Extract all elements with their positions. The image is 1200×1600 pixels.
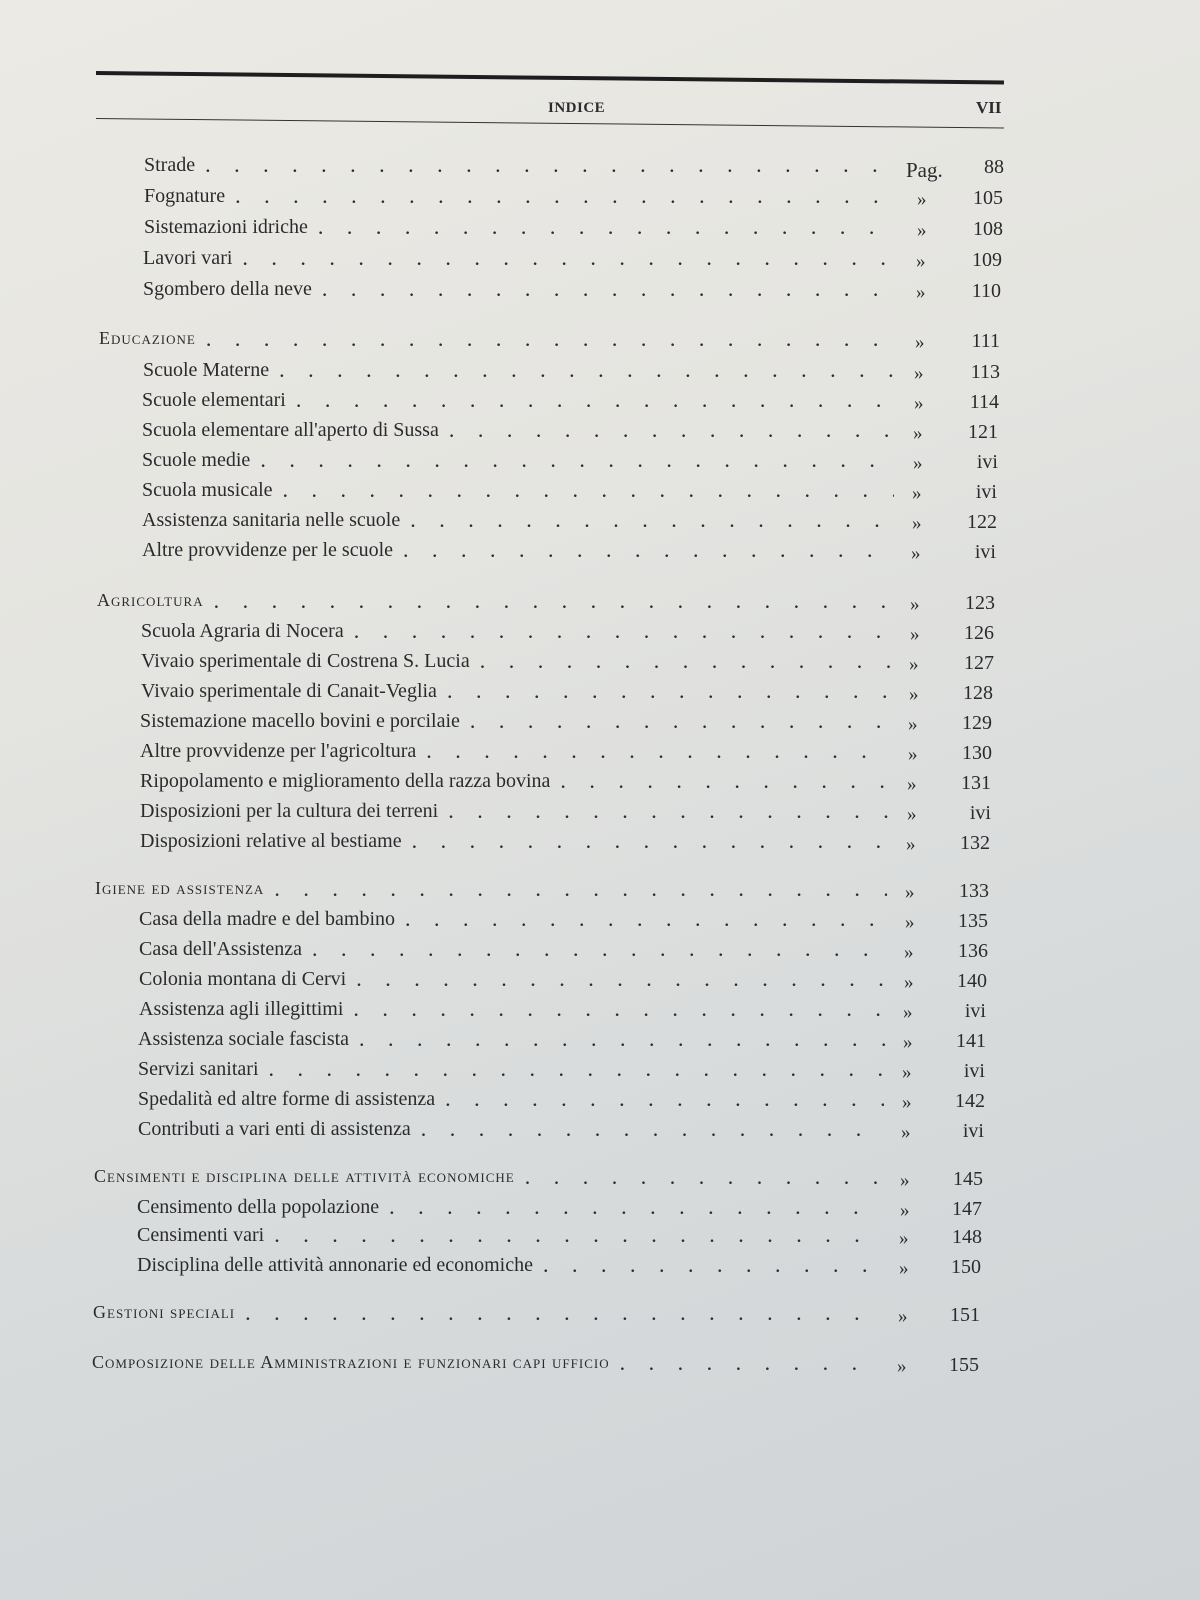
ditto-mark: »: [905, 912, 915, 933]
leader-dots: [405, 906, 887, 936]
toc-section-row: [0, 876, 1200, 906]
toc-entry-label: Colonia montana di Cervi: [139, 968, 347, 990]
leader-dots: [245, 1300, 880, 1330]
leader-dots: [426, 738, 890, 768]
toc-page-number: ivi: [969, 802, 991, 824]
leader-dots: [242, 245, 898, 275]
toc-page-number: 127: [964, 652, 994, 674]
toc-entry-row: [0, 966, 1200, 996]
toc-entry-label: Assistenza sanitaria nelle scuole: [142, 509, 401, 531]
toc-entry-label: Altre provvidenze per le scuole: [142, 539, 394, 561]
ditto-mark: »: [897, 1356, 907, 1377]
toc-entry-row: [0, 447, 1200, 477]
ditto-mark: »: [909, 654, 919, 675]
toc-section-label: Educazione: [99, 328, 196, 348]
toc-section-label: Composizione delle Amministrazioni e funzionari capi ufficio: [92, 1352, 610, 1372]
toc-entry-label: Sgombero della neve: [143, 278, 312, 300]
toc-entry-label: Vivaio sperimentale di Costrena S. Lucia: [141, 650, 470, 672]
leader-dots: [403, 537, 893, 567]
leader-dots: [353, 996, 885, 1026]
toc-section-label: Agricoltura: [97, 590, 204, 610]
ditto-mark: »: [904, 942, 914, 963]
toc-entry-row: [0, 1222, 1200, 1252]
toc-entry-row: [0, 1252, 1200, 1282]
ditto-mark: »: [912, 513, 922, 534]
toc-entry-label: Casa della madre e del bambino: [139, 908, 396, 930]
toc-page-number: 130: [962, 742, 992, 764]
toc-entry-row: [0, 1194, 1200, 1224]
toc-entry-row: [0, 357, 1200, 387]
leader-dots: [312, 936, 886, 966]
toc-page-number: 133: [959, 880, 989, 902]
toc-page-number: 126: [964, 622, 994, 644]
toc-page-number: ivi: [974, 541, 996, 563]
toc-section-row: [0, 1164, 1200, 1194]
toc-page-number: 142: [955, 1090, 985, 1112]
toc-page-number: 136: [958, 940, 988, 962]
toc-entry-row: [0, 1056, 1200, 1086]
leader-dots: [214, 588, 892, 618]
toc-entry-row: [0, 798, 1200, 828]
toc-entry-row: [0, 678, 1200, 708]
ditto-mark: »: [909, 684, 919, 705]
ditto-mark: »: [899, 1258, 909, 1279]
leader-dots: [448, 798, 889, 828]
toc-entry-row: [0, 708, 1200, 738]
toc-entry-row: [0, 618, 1200, 648]
ditto-mark: »: [916, 282, 926, 303]
toc-entry-label: Lavori vari: [143, 247, 233, 269]
toc-page-number: 105: [973, 187, 1003, 209]
leader-dots: [525, 1164, 882, 1194]
toc-entry-row: [0, 768, 1200, 798]
toc-entry-label: Servizi sanitari: [138, 1058, 259, 1080]
toc-entry-label: Censimenti vari: [137, 1224, 265, 1246]
leader-dots: [389, 1194, 882, 1224]
leader-dots: [421, 1116, 883, 1146]
leader-dots: [269, 1056, 884, 1086]
toc-section-label: Censimenti e disciplina delle attività economiche: [94, 1166, 515, 1186]
header-rule-thin: [96, 118, 1004, 129]
toc-page-number: 140: [957, 970, 987, 992]
toc-page-number: 155: [949, 1354, 979, 1376]
ditto-mark: »: [898, 1306, 908, 1327]
toc-page-number: 121: [968, 421, 998, 443]
toc-entry-row: [0, 738, 1200, 768]
leader-dots: [274, 1222, 881, 1252]
toc-page-number: 122: [967, 511, 997, 533]
toc-entry-row: [0, 1116, 1200, 1146]
toc-section-label: Gestioni speciali: [93, 1302, 236, 1322]
toc-entry-label: Casa dell'Assistenza: [139, 938, 303, 960]
toc-page-number: 129: [962, 712, 992, 734]
toc-entry-row: [0, 936, 1200, 966]
leader-dots: [447, 678, 891, 708]
ditto-mark: »: [914, 393, 924, 414]
toc-section-row: [0, 326, 1200, 356]
ditto-mark: »: [913, 453, 923, 474]
leader-dots: [560, 768, 889, 798]
toc-section-row: [0, 1350, 1200, 1380]
toc-entry-row: [0, 477, 1200, 507]
leader-dots: [412, 828, 888, 858]
toc-entry-row: [0, 906, 1200, 936]
toc-entry-label: Scuole elementari: [142, 389, 286, 411]
leader-dots: [410, 507, 894, 537]
toc-entry-row: [0, 417, 1200, 447]
toc-entry-label: Contributi a vari enti di assistenza: [138, 1118, 411, 1140]
header-page-number: VII: [976, 98, 1002, 117]
toc-page-number: 151: [950, 1304, 980, 1326]
toc-entry-label: Vivaio sperimentale di Canait-Veglia: [141, 680, 437, 702]
toc-section-row: [0, 588, 1200, 618]
toc-entry-row: [0, 648, 1200, 678]
toc-page-number: 131: [961, 772, 991, 794]
ditto-mark: »: [908, 714, 918, 735]
toc-entry-row: [0, 183, 1200, 213]
toc-page-number: 109: [972, 249, 1002, 271]
toc-page-number: 150: [951, 1256, 981, 1278]
toc-entry-label: Scuole medie: [142, 449, 251, 471]
ditto-mark: »: [912, 483, 922, 504]
toc-page-number: 114: [969, 391, 999, 413]
toc-section-row: [0, 1300, 1200, 1330]
toc-page-number: 108: [973, 218, 1003, 240]
leader-dots: [283, 477, 894, 507]
toc-entry-label: Disposizioni per la cultura dei terreni: [140, 800, 439, 822]
toc-entry-row: [0, 1086, 1200, 1116]
leader-dots: [322, 276, 898, 306]
leader-dots: [260, 447, 895, 477]
toc-entry-label: Strade: [144, 154, 196, 176]
leader-dots: [359, 1026, 885, 1056]
toc-entry-row: [0, 1026, 1200, 1056]
toc-entry-row: [0, 245, 1200, 275]
toc-entry-row: [0, 152, 1200, 182]
leader-dots: [445, 1086, 884, 1116]
leader-dots: [296, 387, 896, 417]
toc-entry-row: [0, 537, 1200, 567]
leader-dots: [620, 1350, 879, 1380]
ditto-mark: »: [900, 1200, 910, 1221]
leader-dots: [206, 326, 897, 356]
toc-entry-label: Altre provvidenze per l'agricoltura: [140, 740, 417, 762]
header-rule-thick: [96, 71, 1004, 85]
leader-dots: [318, 214, 899, 244]
page-prefix-label: Pag.: [906, 158, 943, 182]
toc-entry-label: Scuola elementare all'aperto di Sussa: [142, 419, 439, 441]
toc-entry-label: Disciplina delle attività annonarie ed economiche: [137, 1254, 533, 1276]
leader-dots: [480, 648, 891, 678]
leader-dots: [235, 183, 899, 213]
toc-entry-label: Scuola Agraria di Nocera: [141, 620, 344, 642]
toc-entry-row: [0, 507, 1200, 537]
leader-dots: [354, 618, 892, 648]
ditto-mark: »: [917, 220, 927, 241]
toc-page-number: ivi: [976, 451, 998, 473]
toc-page-number: 148: [952, 1226, 982, 1248]
ditto-mark: »: [899, 1228, 909, 1249]
toc-entry-label: Spedalità ed altre forme di assistenza: [138, 1088, 436, 1110]
ditto-mark: »: [907, 804, 917, 825]
ditto-mark: »: [906, 834, 916, 855]
toc-entry-row: [0, 276, 1200, 306]
toc-entry-row: [0, 214, 1200, 244]
toc-entry-label: Scuole Materne: [143, 359, 270, 381]
toc-page-number: ivi: [975, 481, 997, 503]
toc-entry-row: [0, 828, 1200, 858]
toc-entry-label: Ripopolamento e miglioramento della razza bovina: [140, 770, 551, 792]
toc-page-number: 111: [971, 330, 1000, 352]
ditto-mark: »: [908, 744, 918, 765]
toc-page-number: 132: [960, 832, 990, 854]
toc-page-number: ivi: [962, 1120, 984, 1142]
toc-entry-row: [0, 387, 1200, 417]
ditto-mark: »: [903, 1032, 913, 1053]
toc-page-number: 123: [965, 592, 995, 614]
toc-page-number: 145: [953, 1168, 983, 1190]
ditto-mark: »: [915, 332, 925, 353]
leader-dots: [274, 876, 887, 906]
leader-dots: [449, 417, 895, 447]
leader-dots: [356, 966, 886, 996]
toc-entry-label: Sistemazione macello bovini e porcilaie: [140, 710, 460, 732]
toc-page-number: 128: [963, 682, 993, 704]
ditto-mark: »: [902, 1092, 912, 1113]
ditto-mark: »: [902, 1062, 912, 1083]
leader-dots: [543, 1252, 881, 1282]
ditto-mark: »: [905, 882, 915, 903]
ditto-mark: »: [916, 251, 926, 272]
leader-dots: [205, 152, 888, 182]
toc-entry-row: [0, 996, 1200, 1026]
toc-page-number: ivi: [963, 1060, 985, 1082]
toc-page-number: 135: [958, 910, 988, 932]
toc-section-label: Igiene ed assistenza: [95, 878, 265, 898]
toc-page-number: 88: [984, 156, 1004, 178]
toc-page-number: 113: [970, 361, 1000, 383]
toc-page-number: 147: [952, 1198, 982, 1220]
toc-entry-label: Fognature: [144, 185, 226, 207]
ditto-mark: »: [914, 363, 924, 384]
ditto-mark: »: [910, 594, 920, 615]
toc-entry-label: Sistemazioni idriche: [144, 216, 308, 238]
toc-page-number: 110: [971, 280, 1001, 302]
toc-page-number: 141: [956, 1030, 986, 1052]
leader-dots: [279, 357, 896, 387]
toc-entry-label: Scuola musicale: [142, 479, 273, 501]
ditto-mark: »: [901, 1122, 911, 1143]
ditto-mark: »: [911, 543, 921, 564]
ditto-mark: »: [900, 1170, 910, 1191]
toc-entry-label: Assistenza agli illegittimi: [139, 998, 344, 1020]
toc-page-number: ivi: [964, 1000, 986, 1022]
ditto-mark: »: [904, 972, 914, 993]
ditto-mark: »: [913, 423, 923, 444]
toc-entry-label: Disposizioni relative al bestiame: [140, 830, 402, 852]
ditto-mark: »: [907, 774, 917, 795]
leader-dots: [470, 708, 890, 738]
toc-entry-label: Censimento della popolazione: [137, 1196, 380, 1218]
toc-entry-label: Assistenza sociale fascista: [138, 1028, 350, 1050]
ditto-mark: »: [903, 1002, 913, 1023]
ditto-mark: »: [917, 189, 927, 210]
ditto-mark: »: [910, 624, 920, 645]
header-title: INDICE: [548, 100, 606, 116]
